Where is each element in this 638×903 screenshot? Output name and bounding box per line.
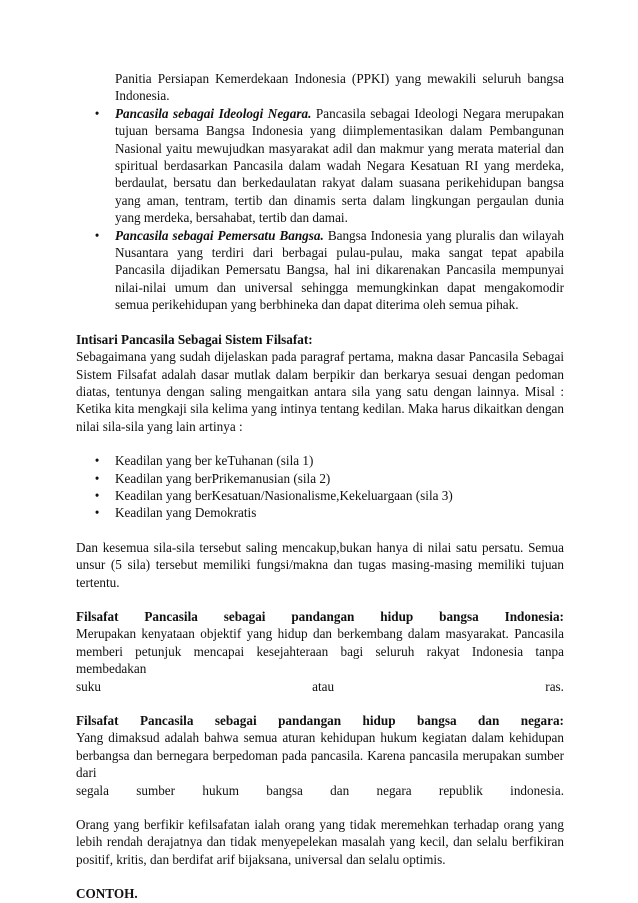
justified-word: hukum: [202, 782, 239, 798]
bullet-text: Pancasila sebagai Ideologi Negara merupakan tujuan bersama Bangsa Indonesia yang diimplementasikan dalam Pembangunan Nasional yaitu mewujudkan masyarakat adil dan makmur yang merata material dan spiritual berdasarkan Pancasila dalam wadah Negara Kesatuan RI yang merdeka, berdaulat, bersatu dan berkedaulatan rakyat dalam suasana perikehidupan bangsa yang aman, tentram, tertib dan dinamis serta dalam lingkungan pergaulan dunia yang merdeka, bersahabat, tertib dan damai.: [115, 105, 564, 226]
list-item: • Keadilan yang berPrikemanusian (sila 2): [76, 470, 564, 487]
justified-word: Pancasila: [144, 608, 198, 624]
justified-word: negara:: [520, 713, 564, 728]
intisari-paragraph: Sebagaimana yang sudah dijelaskan pada paragraf pertama, makna dasar Pancasila Sebagai Sistem Filsafat adalah dasar mutlak dalam berpikir dan berkarya sesuai dengan pedoman diatas, tentunya dengan saling mengaitkan antara sila yang satu dengan lainnya. Misal : Ketika kita mengkaji sila kelima yang intinya tentang kedilan. Maka harus dikaitkan dengan nilai sila-sila yang lain artinya :: [76, 349, 564, 434]
intisari-heading: Intisari Pancasila Sebagai Sistem Filsafat:: [76, 331, 313, 347]
top-continuation-text: Panitia Persiapan Kemerdekaan Indonesia (PPKI) yang mewakili seluruh bangsa Indonesia.: [115, 71, 564, 104]
bullet-text: Bangsa Indonesia yang pluralis dan wilayah Nusantara yang terdiri dari berbagai pulau-pulau, maka sangat tepat apabila Pancasila dijadikan Pemersatu Bangsa, hal ini dikarenakan Pancasila mempunyai nilai-nilai umum dan universal sehingga memungkinkan dapat mengakomodir semua perikehidupan yang berbhineka dan dapat diterima oleh semua pihak.: [115, 227, 564, 313]
justified-word: suku: [76, 678, 101, 694]
filsafat-negara-text: Yang dimaksud adalah bahwa semua aturan kehidupan hukum kegiatan dalam kehidupan berbangsa dan bernegara berpedoman pada pancasila. Karena pancasila merupakan sumber dari: [76, 730, 564, 781]
justified-word: dan: [330, 782, 350, 798]
bullet-ideologi-negara: [76, 105, 564, 227]
justified-word: bangsa: [417, 713, 457, 728]
justified-word: republik: [438, 782, 483, 798]
kesemua-paragraph: Dan kesemua sila-sila tersebut saling mencakup,bukan hanya di nilai satu persatu. Semua unsur (5 sila) tersebut memiliki fungsi/makna dan tugas masing-masing memiliki tujuan tertentu.: [76, 539, 564, 590]
justified-word: ras.: [545, 678, 564, 694]
filsafat-negara-heading: [76, 712, 564, 729]
bullet-title: Pancasila sebagai Ideologi Negara.: [115, 105, 312, 121]
bullet-dot-icon: •: [94, 470, 100, 486]
list-item: • Keadilan yang Demokratis: [76, 504, 564, 521]
justified-word: sebagai: [223, 608, 266, 624]
filsafat-bangsa-last-line: [76, 678, 564, 695]
justified-word: sumber: [136, 782, 176, 798]
document-content: [76, 70, 564, 903]
justified-word: atau: [312, 678, 335, 694]
justified-word: dan: [478, 713, 500, 728]
justified-word: Indonesia:: [504, 608, 564, 624]
filsafat-bangsa-text: Merupakan kenyataan objektif yang hidup dan berkembang dalam masyarakat. Pancasila memberi petunjuk mencapai kesejahteraan bagi seluruh rakyat Indonesia tanpa membedakan: [76, 626, 564, 677]
justified-word: pandangan: [291, 608, 355, 624]
justified-word: negara: [376, 782, 412, 798]
bullet-dot-icon: •: [94, 227, 100, 243]
bullet-dot-icon: •: [94, 487, 100, 503]
contoh-heading: CONTOH.: [76, 886, 138, 902]
justified-word: sebagai: [214, 713, 257, 728]
list-item: • Keadilan yang ber keTuhanan (sila 1): [76, 452, 564, 469]
justified-word: Filsafat: [76, 608, 119, 624]
justified-word: indonesia.: [510, 782, 564, 798]
justified-word: Pancasila: [139, 713, 194, 728]
keadilan-list: [76, 452, 564, 522]
filsafat-bangsa-heading: [76, 608, 564, 625]
justified-word: bangsa: [439, 608, 479, 624]
justified-word: pandangan: [278, 713, 342, 728]
bullet-dot-icon: •: [94, 105, 100, 121]
filsafat-negara-last-line: [76, 782, 564, 799]
bullet-pemersatu-bangsa: [76, 227, 564, 314]
justified-word: segala: [76, 782, 109, 798]
justified-word: hidup: [362, 713, 396, 728]
justified-word: hidup: [380, 608, 414, 624]
list-item: • Keadilan yang berKesatuan/Nasionalisme,Kekeluargaan (sila 3): [76, 487, 564, 504]
orang-berfikir-paragraph: Orang yang berfikir kefilsafatan ialah orang yang tidak meremehkan terhadap orang yang lebih rendah derajatnya dan tidak menyepelekan masalah yang kecil, dan selalu berfikiran positif, kritis, dan berdifat arif bijaksana, universal dan selalu optimis.: [76, 817, 564, 867]
top-bullet-list: [76, 105, 564, 314]
bullet-dot-icon: •: [94, 453, 100, 469]
justified-word: bangsa: [266, 782, 303, 798]
bullet-dot-icon: •: [94, 505, 100, 521]
justified-word: Filsafat: [76, 713, 119, 728]
bullet-title: Pancasila sebagai Pemersatu Bangsa.: [115, 227, 324, 243]
